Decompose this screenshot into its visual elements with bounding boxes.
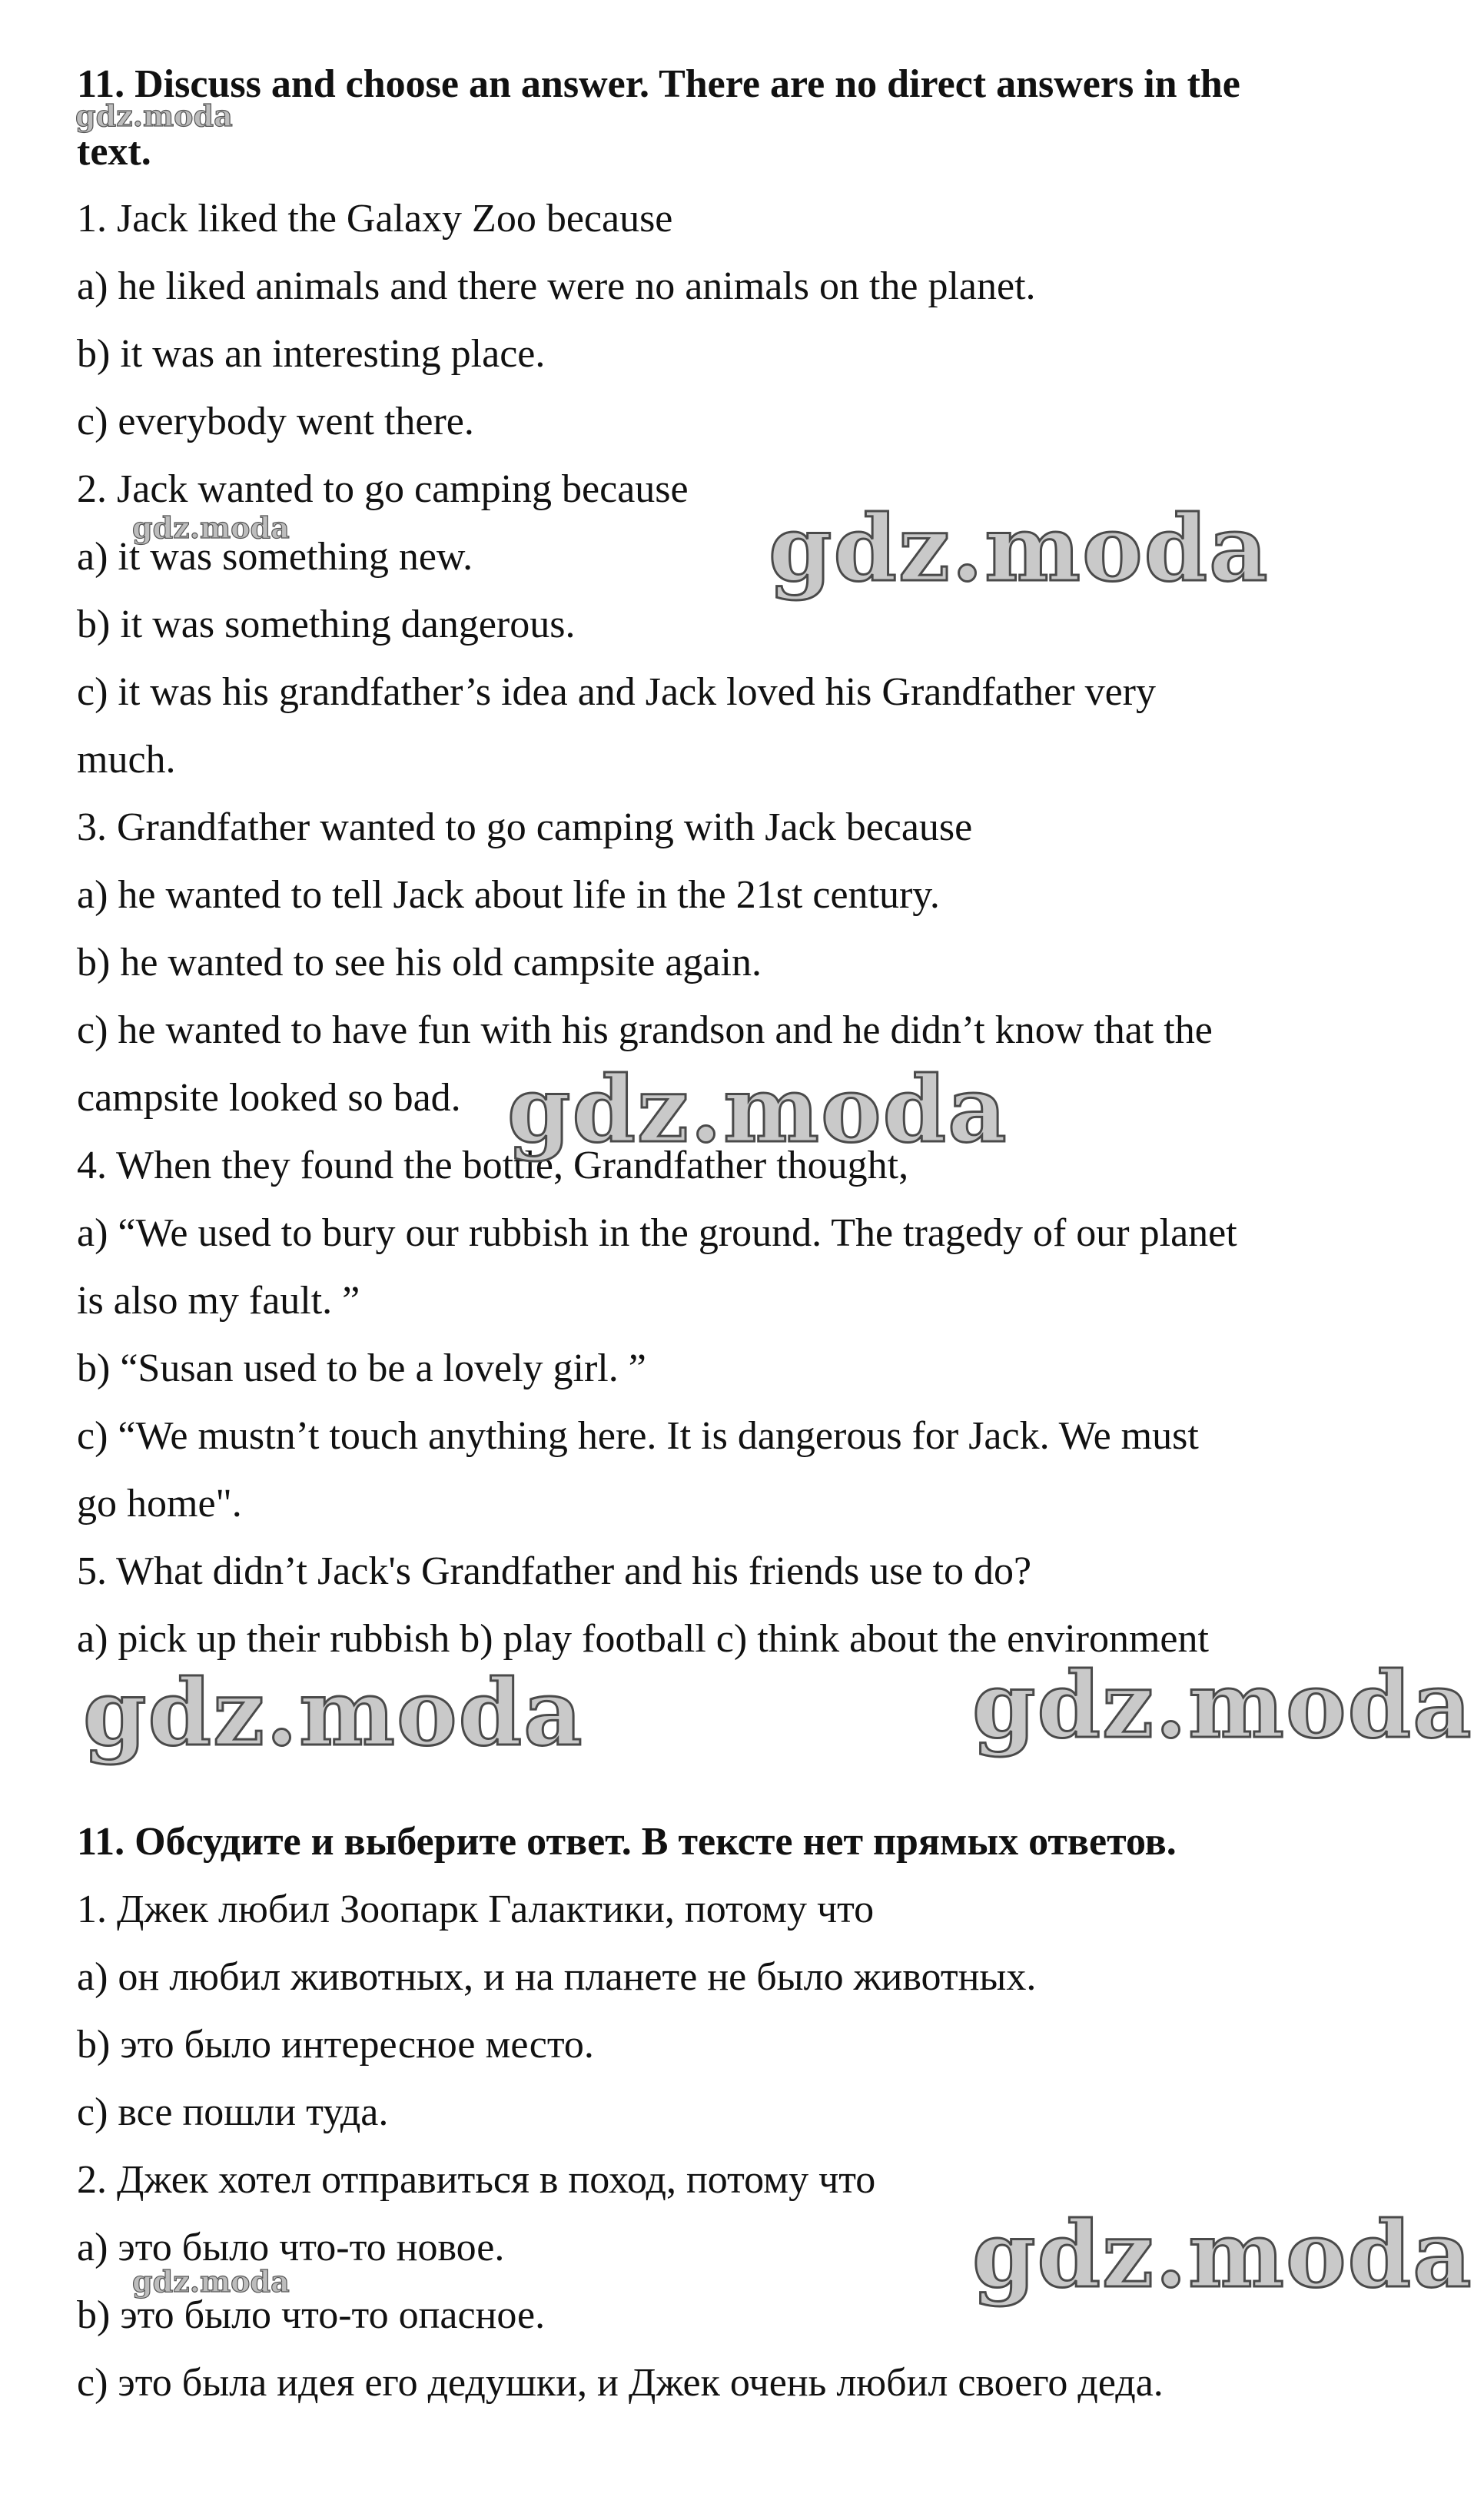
en-question-1: 1. Jack liked the Galaxy Zoo because [77, 197, 673, 241]
en-question-4: 4. When they found the bottle, Grandfather thought, [77, 1144, 909, 1187]
en-q1-option-a: a) he liked animals and there were no animals on the planet. [77, 264, 1036, 308]
en-q4-option-c-line1: c) “We mustn’t touch anything here. It is dangerous for Jack. We must [77, 1414, 1199, 1458]
en-question-5: 5. What didn’t Jack's Grandfather and his friends use to do? [77, 1549, 1032, 1593]
watermark-small-top: gdz.moda [75, 98, 233, 133]
ru-question-2: 2. Джек хотел отправиться в поход, потому что [77, 2158, 876, 2202]
ru-q2-option-c: c) это была идея его дедушки, и Джек очень любил своего деда. [77, 2361, 1164, 2405]
en-q3-option-b: b) he wanted to see his old campsite again. [77, 941, 762, 984]
watermark-small-2: gdz.moda [132, 510, 290, 545]
watermark-large-3: gdz.moda [83, 1659, 584, 1766]
watermark-large-5: gdz.moda [972, 2201, 1473, 2308]
ru-q1-option-a: a) он любил животных, и на планете не было животных. [77, 1955, 1037, 1999]
watermark-small-3: gdz.moda [132, 2264, 290, 2299]
en-q2-option-c-line1: c) it was his grandfather’s idea and Jack loved his Grandfather very [77, 670, 1156, 714]
en-q2-option-b: b) it was something dangerous. [77, 603, 576, 646]
en-q4-option-c-line2: go home". [77, 1482, 242, 1526]
ru-question-1: 1. Джек любил Зоопарк Галактики, потому что [77, 1888, 875, 1931]
english-heading-line1: 11. Discuss and choose an answer. There are no direct answers in the [77, 62, 1240, 106]
en-q3-option-a: a) he wanted to tell Jack about life in the 21st century. [77, 873, 940, 917]
watermark-large-4: gdz.moda [972, 1652, 1473, 1758]
en-question-3: 3. Grandfather wanted to go camping with Jack because [77, 805, 973, 849]
en-q3-option-c-line1: c) he wanted to have fun with his grandson and he didn’t know that the [77, 1008, 1213, 1052]
en-q2-option-a: a) it was something new. [77, 535, 473, 579]
english-heading-line2: text. [77, 130, 151, 174]
en-q1-option-b: b) it was an interesting place. [77, 332, 546, 376]
ru-q1-option-b: b) это было интересное место. [77, 2023, 594, 2067]
en-q3-option-c-line2: campsite looked so bad. [77, 1076, 461, 1120]
russian-heading: 11. Обсудите и выберите ответ. В тексте нет прямых ответов. [77, 1820, 1177, 1864]
ru-q2-option-b: b) это было что-то опасное. [77, 2293, 546, 2337]
en-q4-option-b: b) “Susan used to be a lovely girl. ” [77, 1346, 646, 1390]
ru-q1-option-c: c) все пошли туда. [77, 2090, 389, 2134]
en-question-2: 2. Jack wanted to go camping because [77, 467, 689, 511]
en-q5-options: a) pick up their rubbish b) play football c) think about the environment [77, 1617, 1209, 1661]
en-q4-option-a-line2: is also my fault. ” [77, 1279, 360, 1323]
en-q4-option-a-line1: a) “We used to bury our rubbish in the ground. The tragedy of our planet [77, 1211, 1237, 1255]
watermark-large-1: gdz.moda [769, 495, 1270, 602]
ru-q2-option-a: a) это было что-то новое. [77, 2226, 505, 2269]
watermark-large-2: gdz.moda [507, 1056, 1008, 1163]
en-q2-option-c-line2: much. [77, 738, 176, 782]
en-q1-option-c: c) everybody went there. [77, 400, 474, 443]
